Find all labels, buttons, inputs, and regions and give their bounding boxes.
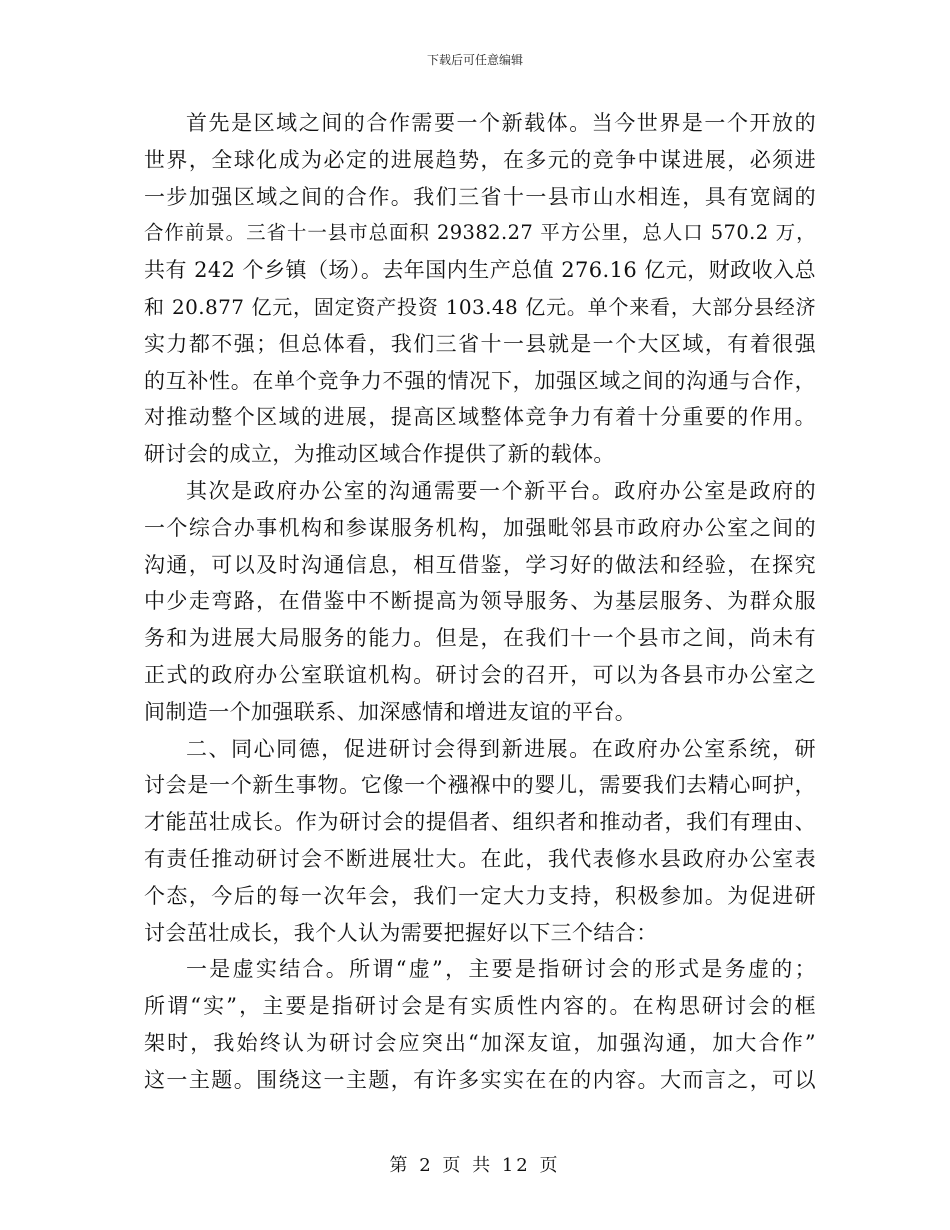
paragraph-1-line: 合作前景。三省十一县市总面积 29382.27 平方公里，总人口 570.2 万， [144, 221, 816, 245]
page-header: 下载后可任意编辑 [426, 53, 523, 67]
paragraph-4-line: 架时，我始终认为研讨会应突出“加深友谊，加强沟通，加大合作” [144, 1030, 816, 1055]
paragraph-4-line: 所谓“实”，主要是指研讨会是有实质性内容的。在构思研讨会的框 [144, 994, 816, 1019]
paragraph-1-line: 对推动整个区域的进展，提高区域整体竞争力有着十分重要的作用。 [144, 405, 816, 430]
paragraph-1-line: 研讨会的成立，为推动区域合作提供了新的载体。 [144, 442, 615, 467]
paragraph-4-line: 一是虚实结合。所谓“虚”，主要是指研讨会的形式是务虚的； [186, 957, 816, 982]
paragraph-3-line: 有责任推动研讨会不断进展壮大。在此，我代表修水县政府办公室表 [144, 846, 816, 871]
paragraph-1-line: 一步加强区域之间的合作。我们三省十一县市山水相连，具有宽阔的 [144, 184, 816, 209]
paragraph-1-line: 的互补性。在单个竞争力不强的情况下，加强区域之间的沟通与合作， [144, 368, 816, 393]
page-number-footer: 第 2 页 共 12 页 [389, 1155, 561, 1176]
paragraph-2-line: 间制造一个加强联系、加深感情和增进友谊的平台。 [144, 699, 637, 724]
document-body [144, 105, 816, 1099]
paragraph-2-line: 正式的政府办公室联谊机构。研讨会的召开，可以为各县市办公室之 [144, 662, 816, 687]
paragraph-1-line: 世界，全球化成为必定的进展趋势，在多元的竞争中谋进展，必须进 [144, 147, 816, 172]
paragraph-1-line: 首先是区域之间的合作需要一个新载体。当今世界是一个开放的 [186, 111, 816, 135]
paragraph-4-line: 这一主题。围绕这一主题，有许多实实在在的内容。大而言之，可以 [144, 1067, 816, 1092]
paragraph-3-line: 二、同心同德，促进研讨会得到新进展。在政府办公室系统，研 [186, 736, 816, 761]
paragraph-2-line: 沟通，可以及时沟通信息，相互借鉴，学习好的做法和经验，在探究 [144, 552, 816, 577]
paragraph-3-line: 个态，今后的每一次年会，我们一定大力支持，积极参加。为促进研 [144, 883, 816, 908]
paragraph-1-line: 共有 242 个乡镇（场）。去年国内生产总值 276.16 亿元，财政收入总 [144, 258, 816, 283]
paragraph-2-line: 其次是政府办公室的沟通需要一个新平台。政府办公室是政府的 [186, 478, 816, 503]
paragraph-2-line: 一个综合办事机构和参谋服务机构，加强毗邻县市政府办公室之间的 [144, 515, 816, 540]
paragraph-1-line: 实力都不强；但总体看，我们三省十一县就是一个大区域，有着很强 [144, 331, 816, 356]
paragraph-2-line: 务和为进展大局服务的能力。但是，在我们十一个县市之间，尚未有 [144, 626, 816, 651]
paragraph-3-line: 才能茁壮成长。作为研讨会的提倡者、组织者和推动者，我们有理由、 [144, 810, 816, 835]
paragraph-1-line: 和 20.877 亿元，固定资产投资 103.48 亿元。单个来看，大部分县经济 [144, 294, 816, 319]
paragraph-3-line: 讨会茁壮成长，我个人认为需要把握好以下三个结合： [144, 920, 658, 945]
paragraph-3-line: 讨会是一个新生事物。它像一个襁褓中的婴儿，需要我们去精心呵护， [144, 773, 816, 798]
paragraph-2-line: 中少走弯路，在借鉴中不断提高为领导服务、为基层服务、为群众服 [144, 589, 816, 614]
